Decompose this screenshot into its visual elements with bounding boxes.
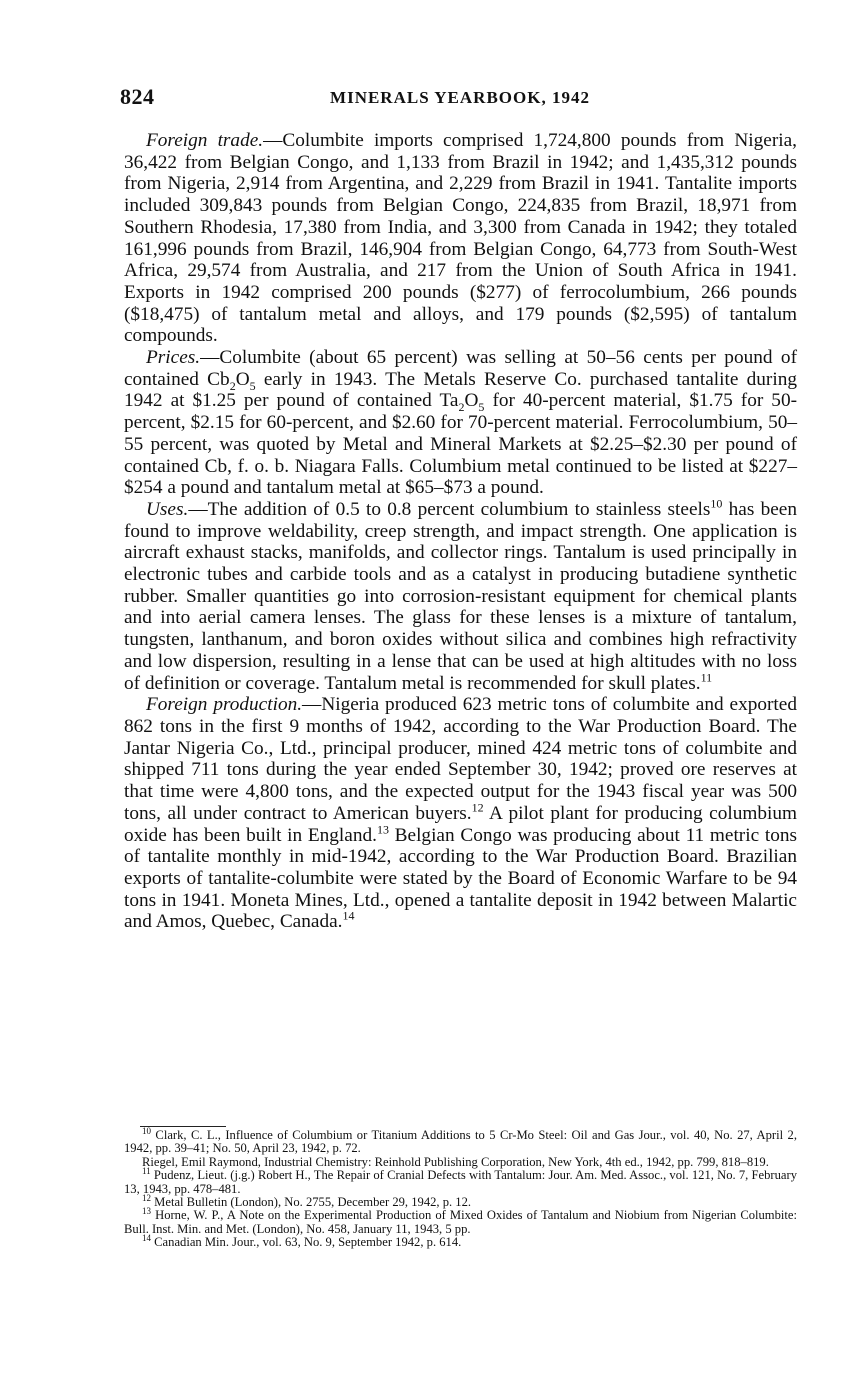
subscript: 2 (229, 378, 236, 393)
footnote-text: Riegel, Emil Raymond, Industrial Chemistry: Reinhold Publishing Corporation, New York, 4th ed., 1942, pp. 799, 818–819. (142, 1154, 769, 1169)
paragraph-text: —Columbite imports comprised 1,724,800 pounds from Nigeria, 36,422 from Belgian Congo, and 1,133 from Brazil in 1942; and 1,435,312 pounds from Nigeria, 2,914 from Argentina, and 2,229 from Brazil in 1941. Tantalite imports included 309,843 pounds from Belgian Congo, 224,835 from Brazil, 18,971 from Southern Rhodesia, 17,380 from India, and 3,300 from Canada in 1942; they totaled 161,996 pounds from Brazil, 146,904 from Belgian Congo, 64,773 from South-West Africa, 29,574 from Australia, and 217 from the Union of South Africa in 1941. Exports in 1942 comprised 200 pounds ($277) of ferrocolumbium, 266 pounds ($18,475) of tantalum metal and alloys, and 179 pounds ($2,595) of tantalum compounds. (124, 130, 797, 347)
subscript: 2 (458, 400, 465, 415)
footnote-reference: 14 (342, 908, 355, 923)
paragraph-text: early in 1943. The Metals Reserve Co. purchased tantalite during 1942 at $1.25 per pound of contained Ta (124, 368, 797, 412)
footnote-mark: 11 (142, 1166, 151, 1177)
footnote-mark: 13 (142, 1206, 151, 1217)
footnote-text: Horne, W. P., A Note on the Experimental Production of Mixed Oxides of Tantalum and Niobium from Nigerian Columbite: Bull. Inst. Min. and Met. (London), No. 458, January 11, 1943, 5 pp. (124, 1208, 797, 1236)
paragraph-prices (124, 347, 797, 499)
body-text (124, 130, 797, 933)
footnote (124, 1206, 797, 1236)
page-header (120, 84, 800, 114)
footnote-divider (140, 1126, 226, 1127)
paragraph-text: Belgian Congo was producing about 11 metric tons of tantalite monthly in mid-1942, according to the War Production Board. Brazilian exports of tantalite-columbite were stated by the Board of Economic Warfare to be 94 tons in 1941. Moneta Mines, Ltd., opened a tantalite deposit in 1942 between Malartic and Amos, Quebec, Canada. (124, 824, 797, 933)
running-title: MINERALS YEARBOOK, 1942 (330, 88, 590, 107)
footnote-text: Canadian Min. Jour., vol. 63, No. 9, September 1942, p. 614. (154, 1235, 462, 1250)
footnote-text: Metal Bulletin (London), No. 2755, December 29, 1942, p. 12. (154, 1195, 472, 1210)
page-number: 824 (120, 84, 155, 109)
footnote-reference: 12 (471, 800, 484, 815)
paragraph-text: —The addition of 0.5 to 0.8 percent columbium to stainless steels (188, 498, 711, 520)
paragraph-lead: Foreign production. (146, 694, 303, 716)
footnote-mark: 12 (142, 1192, 151, 1203)
paragraph-text: has been found to improve weldability, creep strength, and impact strength. One application is aircraft exhaust stacks, manifolds, and collector rings. Tantalum is used principally in electronic tubes and carbide tools and as a catalyst in producing butadiene synthetic rubber. Smaller quantities go into corrosion-resistant equipment for chemical plants and into aerial camera lenses. The glass for these lenses is a mixture of tantalum, tungsten, lanthanum, and boron oxides without silica and combines high refractivity and low dispersion, resulting in a lense that can be used at high altitudes with no loss of definition or coverage. Tantalum metal is recommended for skull plates. (124, 498, 797, 694)
paragraph-text: O (464, 390, 479, 412)
paragraph-uses (124, 496, 797, 694)
paragraph-lead: Foreign trade. (146, 130, 264, 151)
paragraph-foreign-production (124, 694, 797, 933)
footnote-text: Clark, C. L., Influence of Columbium or Titanium Additions to 5 Cr-Mo Steel: Oil and Gas Jour., vol. 40, No. 27, April 2, 1942, pp. 39–41; No. 50, April 23, 1942, p. 72. (124, 1128, 797, 1156)
footnote-mark: 10 (142, 1125, 151, 1136)
footnote (124, 1166, 797, 1196)
footnote-reference: 11 (700, 670, 713, 685)
footnote-mark: 14 (142, 1233, 151, 1244)
footnote-reference: 10 (710, 496, 723, 511)
footnote-reference: 13 (376, 822, 389, 837)
footnote (124, 1233, 797, 1250)
paragraph-text: —Columbite (about 65 percent) was selling at 50–56 cents per pound of contained Cb (124, 347, 797, 390)
subscript: 5 (478, 400, 485, 415)
paragraph-lead: Uses. (146, 498, 189, 520)
footnote-text: Pudenz, Lieut. (j.g.) Robert H., The Repair of Cranial Defects with Tantalum: Jour. Am. Med. Assoc., vol. 121, No. 7, February 13, 1943, pp. 478–481. (124, 1168, 797, 1196)
paragraph-text: —Nigeria produced 623 metric tons of columbite and exported 862 tons in the first 9 months of 1942, according to the War Production Board. The Jantar Nigeria Co., Ltd., principal producer, mined 424 metric tons of columbite and shipped 711 tons during the year ended September 30, 1942; proved ore reserves at that time were 4,800 tons, and the expected output for the 1943 fiscal year was 500 tons, all under contract to American buyers. (124, 694, 797, 824)
subscript: 5 (249, 378, 256, 393)
paragraph-text: for 40-percent material, $1.75 for 50-percent, $2.15 for 60-percent, and $2.60 for 70-percent material. Ferrocolumbium, 50–55 percent, was quoted by Metal and Mineral Markets at $2.25–$2.30 per pound of contained Cb, f. o. b. Niagara Falls. Columbium metal continued to be listed at $227–$254 a pound and tantalum metal at $65–$73 a pound. (124, 390, 798, 499)
paragraph-text: O (235, 368, 250, 390)
paragraph-text: A pilot plant for producing columbium oxide has been built in England. (124, 802, 797, 846)
footnotes (124, 1125, 797, 1250)
paragraph-lead: Prices. (146, 347, 201, 369)
paragraph-foreign-trade (124, 130, 797, 347)
footnote (124, 1125, 797, 1156)
